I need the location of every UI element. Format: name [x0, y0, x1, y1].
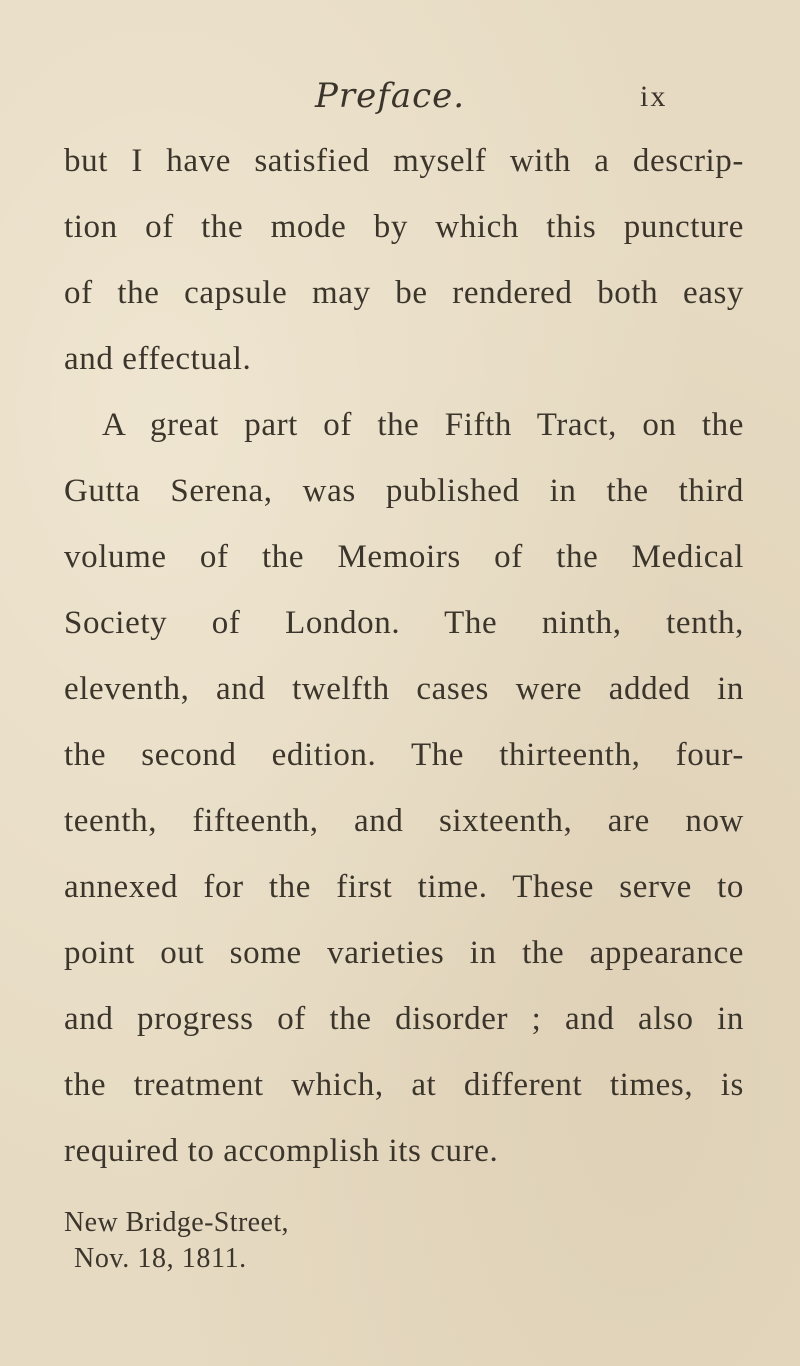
text-line: the treatment which, at different times, is — [64, 1067, 744, 1103]
text-line: A great part of the Fifth Tract, on the — [102, 407, 744, 443]
text-line: the second edition. The thirteenth, four- — [64, 737, 744, 773]
signoff — [64, 1205, 289, 1277]
paragraph-2 — [64, 392, 744, 1184]
text-line: Society of London. The ninth, tenth, — [64, 605, 744, 641]
text-line: and effectual. — [64, 341, 252, 377]
paragraph-1 — [64, 128, 744, 392]
text-line: point out some varieties in the appearance — [64, 935, 744, 971]
text-line: of the capsule may be rendered both easy — [64, 275, 744, 311]
page-number: ix — [640, 80, 668, 113]
text-line: tion of the mode by which this puncture — [64, 209, 744, 245]
text-line: volume of the Memoirs of the Medical — [64, 539, 744, 575]
page-header — [0, 76, 800, 126]
text-line: teenth, fifteenth, and sixteenth, are now — [64, 803, 744, 839]
text-line: Gutta Serena, was published in the third — [64, 473, 744, 509]
signoff-place: New Bridge-Street, — [64, 1207, 289, 1238]
body-text — [64, 128, 744, 1184]
text-line: annexed for the first time. These serve to — [64, 869, 744, 905]
text-line: and progress of the disorder ; and also in — [64, 1001, 744, 1037]
text-line: eleventh, and twelfth cases were added in — [64, 671, 744, 707]
signoff-date: Nov. 18, 1811. — [74, 1243, 247, 1274]
text-line: but I have satisfied myself with a descrip- — [64, 143, 744, 179]
running-title: Preface. — [315, 76, 466, 116]
text-line: required to accomplish its cure. — [64, 1133, 499, 1169]
